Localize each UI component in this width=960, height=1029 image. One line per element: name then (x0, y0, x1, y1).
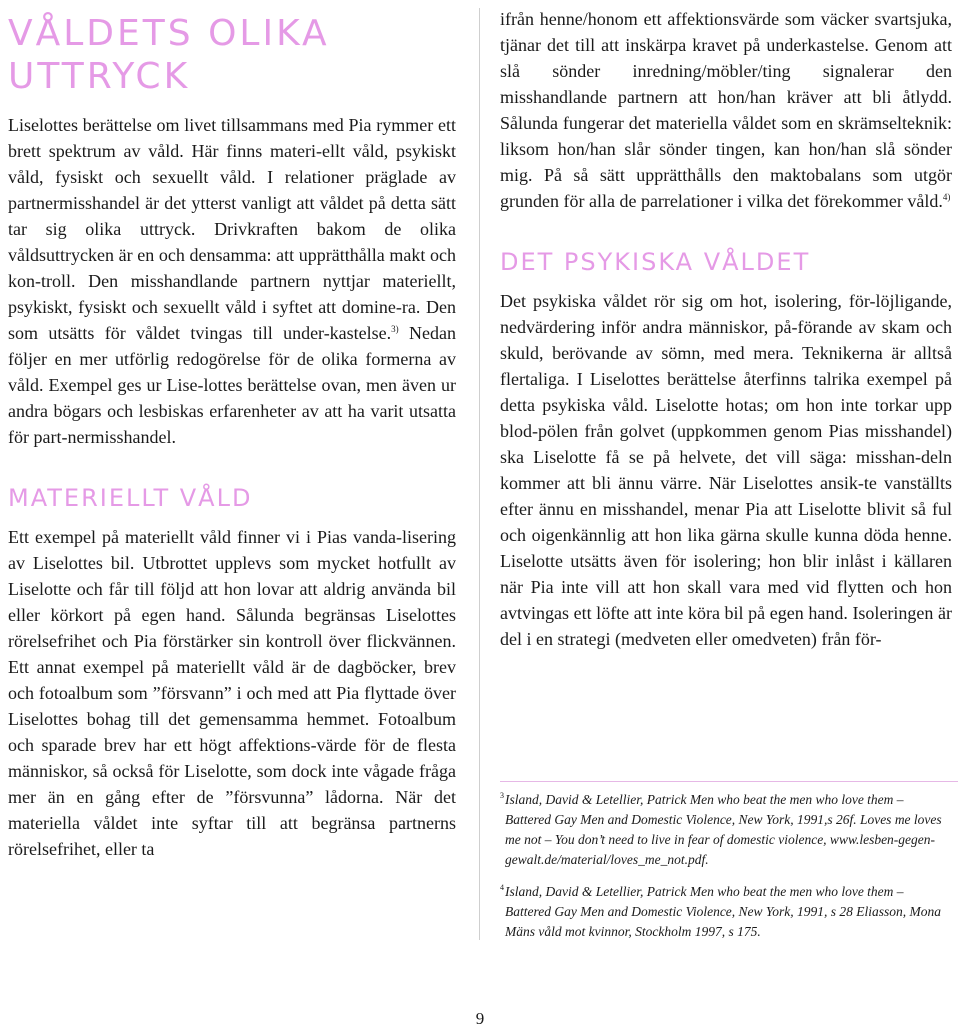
intro-text-part-2: Nedan följer en mer utförlig redogörelse för de olika formerna av våld. Exempel ges ur Lise-lottes berättelse ovan, men även ur andra bögars och lesbiskas erfarenheter av att ha varit utsatta för part-nermisshandel. (8, 323, 456, 447)
column-divider (479, 8, 480, 940)
footnote-4 (500, 882, 952, 942)
intro-paragraph (8, 112, 456, 450)
footnote-ref-3: 3) (391, 324, 399, 334)
heading-materiellt-vald: MATERIELLT VÅLD (8, 484, 253, 512)
footnote-text: Island, David & Letellier, Patrick Men who beat the men who love them – Battered Gay Men and Domestic Violence, New York, 1991,s 26f. Loves me loves me not – You don’t need to live in fear of domestic violence, www.lesben-gegen-gewalt.de/material/loves_me_not.pdf. (505, 792, 942, 867)
psykiska-paragraph: Det psykiska våldet rör sig om hot, isolering, för-löjligande, nedvärdering inför andra människor, på-förande av skam och skuld, berövande av sömn, med mera. Teknikerna är alltså flertaliga. I Liselottes berättelse återfinns talrika exempel på detta psykiska våld. Liselotte hotas; om hon inte torkar upp blod-pölen från golvet (uppkommen genom Pias misshandel) ska Liselotte få se på helvete, det vill säga: misshan-deln kommer att bli ännu värre. När Liselottes ansik-te vanställts efter ännu en misshandel, menar Pia att Liselotte blivit så ful och oigenkännlig att hon lika gärna skulle kunna döda henne. Liselotte utsätts även för isolering; hon blir inlåst i källaren när Pia inte vill att hon skall vara med vid flytten och hon avtvingas ett löfte att inte köra bil på egen hand. Isoleringen är del i en strategi (medveten eller omedveten) från för- (500, 291, 952, 649)
heading-psykiska-valdet: DET PSYKISKA VÅLDET (500, 248, 811, 276)
footnote-number: 3 (500, 791, 504, 800)
footnotes (500, 790, 952, 942)
materiellt-continued-paragraph (500, 6, 952, 214)
footnote-number: 4 (500, 883, 504, 892)
materiellt-continued-text: ifrån henne/honom ett affektionsvärde som väcker svartsjuka, tjänar det till att inskärpa kravet på underkastelse. Genom att slå sönder inredning/möbler/ting signalerar den misshandlande partnern att hon/han kräver att bli åtlydd. Sålunda fungerar det materiella våldet som en skrämselteknik: liksom hon/han slår sönder tingen, kan hon/han slå sönder mig. På så sätt upprätthålls den maktobalans som utgör grunden för alla de parrelationer i vilka det förekommer våld. (500, 9, 952, 211)
page-title-line-2: UTTRYCK (8, 56, 191, 97)
page-title-line-1: VÅLDETS OLIKA (8, 13, 330, 54)
footnote-divider (500, 781, 958, 782)
page-title (8, 12, 456, 98)
footnote-ref-4: 4) (942, 192, 951, 202)
intro-text-part-1: Liselottes berättelse om livet tillsammans med Pia rymmer ett brett spektrum av våld. Här finns materi-ellt våld, psykiskt våld, fysiskt och sexuellt våld. I relationer präglade av partnermisshandel är det ytterst vanligt att våldet på detta sätt tar sig olika uttryck. Drivkraften bakom de olika våldsuttrycken är en och densamma: att upprätthålla makt och kon-troll. Den misshandlande partnern nyttjar materiellt, psykiskt, fysiskt och sexuellt våld i syftet att domine-ra. Den som utsätts för våldet tvingas till under-kastelse. (8, 115, 456, 343)
page-number: 9 (475, 1009, 485, 1028)
footnote-3 (500, 790, 952, 870)
right-column (500, 0, 952, 652)
materiellt-paragraph: Ett exempel på materiellt våld finner vi i Pias vanda-lisering av Liselottes bil. Utbrottet upplevs som mycket hotfullt av Liselotte och får till följd att hon lovar att aldrig använda bil eller körkort på egen hand. Sålunda begränsas Liselottes rörelsefrihet och Pia förstärker sin kontroll över flickvännen. Ett annat exempel på materiellt våld är de dagböcker, brev och fotoalbum som ”försvann” i och med att Pia flyttade över Liselottes bohag till det gemensamma hemmet. Fotoalbum och sparade brev har ett högt affektions-värde för de flesta människor, så också för Liselotte, som dock inte vågade fråga mer än en gång efter de ”försvunna” lådorna. När det materiella våldet inte syftar till att begränsa partnerns rörelsefrihet, eller ta (8, 527, 456, 859)
left-column (8, 0, 456, 862)
footnote-text: Island, David & Letellier, Patrick Men who beat the men who love them – Battered Gay Men and Domestic Violence, New York, 1991, s 28 Eliasson, Mona Mäns våld mot kvinnor, Stockholm 1997, s 175. (505, 884, 941, 939)
